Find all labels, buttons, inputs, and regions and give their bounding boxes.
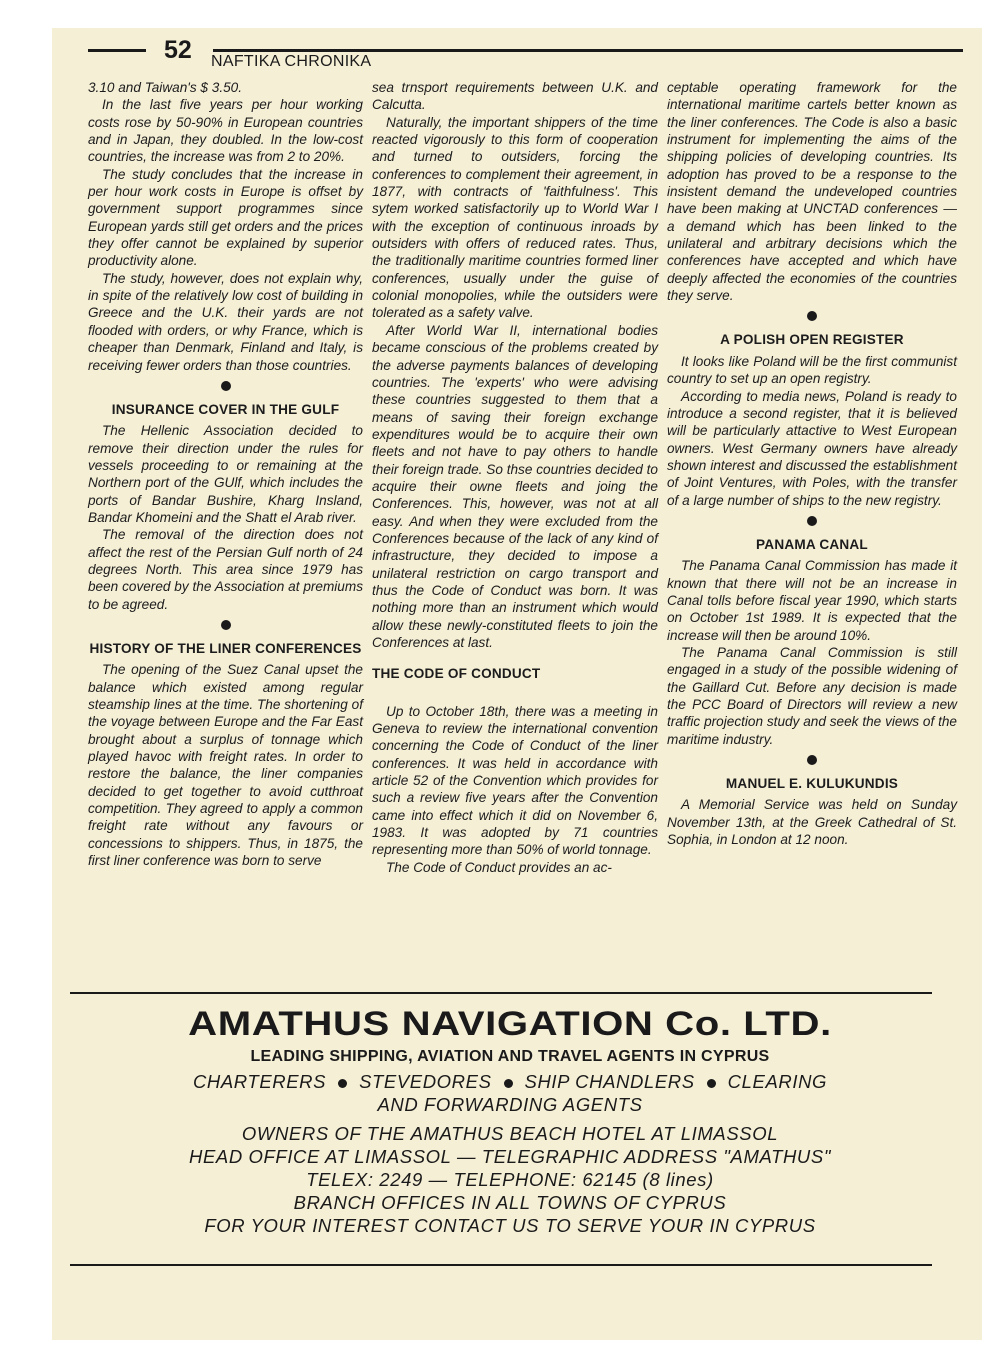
- paragraph: ceptable operating framework for the international maritime cartels better known as the liner conferences. The Code is also a basic instrument for implementing the aims of the shipping policies of developing countries. Its adoption has proved to be a response to the insistent demand the undeveloped countries have been making at UNCTAD conferences — a demand which has been linked to the unilateral and arbitrary decisions which the conferences have accepted and which have deeply affected the economies of the countries they serve.: [667, 80, 957, 304]
- advert-company-name: AMATHUS NAVIGATION Co. LTD.: [188, 1005, 832, 1043]
- section-bullet: [807, 755, 817, 765]
- publication-name: NAFTIKA CHRONIKA: [211, 53, 372, 70]
- paragraph: The study, however, does not explain why, in spite of the relatively low cost of building in Greece and the U.K. their yards are not flooded with orders, or why France, which is cheaper than Denmark, Finland and Italy, is receiving fewer orders than those countries.: [88, 270, 363, 373]
- paragraph: The Panama Canal Commission has made it known that there will not be an increase in Canal tolls before fiscal year 1990, which starts on October 1st 1989. It is expected that the increase will then be around 10%.: [667, 558, 957, 643]
- advert-services: [70, 1070, 950, 1093]
- paragraph: It looks like Poland will be the first communist country to set up an open registry.: [667, 353, 957, 387]
- header-rule-right: [213, 49, 963, 52]
- paragraph: The removal of the direction does not affect the rest of the Persian Gulf north of 24 degrees North. This area since 1979 has been covered by the Association at premiums to be agreed.: [88, 527, 363, 612]
- heading-panama-canal: PANAMA CANAL: [756, 536, 868, 552]
- column-1: [88, 79, 363, 869]
- paragraph: Up to October 18th, there was a meeting in Geneva to review the international convention concerning the Code of Conduct of the liner conferences. It was held in accordance with article 52 of the Convention which provides for such a review five years after the Convention came into effect which it did on November 6, 1983. It was adopted by 71 countries representing more than 50% of world tonnage.: [372, 703, 658, 858]
- service-item: SHIP CHANDLERS: [524, 1071, 695, 1092]
- advert-subtitle: LEADING SHIPPING, AVIATION AND TRAVEL AGENTS IN CYPRUS: [250, 1048, 770, 1065]
- advert-branches: BRANCH OFFICES IN ALL TOWNS OF CYPRUS: [293, 1192, 727, 1213]
- paragraph: The Code of Conduct provides an ac-: [386, 859, 612, 875]
- service-item: CLEARING: [727, 1071, 828, 1092]
- section-bullet: [221, 620, 231, 630]
- advertisement: [70, 1005, 950, 1237]
- paragraph: According to media news, Poland is ready to introduce a second register, that it is believed will be particularly attactive to West European owners. West Germany owners have already shown interest and discussed the establishment of Joint Ventures, with Poles, with the transfer of a large number of ships to the new registry.: [667, 388, 957, 508]
- section-bullet: [807, 311, 817, 321]
- bullet-icon: [707, 1079, 716, 1088]
- paragraph: The study concludes that the increase in per hour work costs in Europe is offset by government support programmes since European yards still get orders and the prices they offer cannot be explained by superior productivity alone.: [88, 166, 363, 269]
- paragraph: The Panama Canal Commission is still engaged in a study of the possible widening of the Gaillard Cut. Before any decision is made the PCC Board of Directors will review a new traffic projection study and seek the views of the maritime industry.: [667, 644, 957, 747]
- paragraph: sea trnsport requirements between U.K. and Calcutta.: [372, 80, 658, 113]
- section-bullet: [807, 516, 817, 526]
- paragraph: 3.10 and Taiwan's $ 3.50.: [88, 80, 243, 95]
- advert-services-line-2: AND FORWARDING AGENTS: [377, 1094, 643, 1115]
- paragraph: A Memorial Service was held on Sunday November 13th, at the Greek Cathedral of St. Sophia, in London at 12 noon.: [667, 797, 957, 848]
- paragraph: Naturally, the important shippers of the time reacted vigorously to this form of cooperation and turned to outsiders, forcing the conferences to complement their agreement, in 1877, with contracts of 'faithfulness'. This sytem worked satisfactorily up to World War I with the exception of continuous inroads by outsiders with offers of reduced rates. Thus, the traditionally maritime countries formed liner conferences, usually under the guise of colonial monopolies, while the outsiders were tolerated as a safety valve.: [372, 114, 658, 321]
- service-item: CHARTERERS: [192, 1071, 327, 1092]
- paragraph: The opening of the Suez Canal upset the balance which existed among regular steamship lines at the time. The shortening of the voyage between Europe and the Far East brought about a surplus of tonnage which played havoc with freight rates. In order to restore the balance, the liner companies decided to get together to avoid cutthroat competition. They agreed to apply a common freight rate without any favours or concessions to shippers. Thus, in 1875, the first liner conference was born to serve: [88, 662, 363, 869]
- paragraph: After World War II, international bodies became conscious of the problems created by the adverse payments balances of developing countries. The 'experts' who were advising these countries suggested to them that a means of saving their foreign exchange expenditures would be to acquire their own fleets and not have to pay others to handle their foreign trade. So thse countries decided to acquire their owne fleets and joing the Conferences. This, however, was not at all easy. And when they were excluded from the Conferences because of the lack of any kind of infrastructure, they decided to impose a unilateral restriction on cargo transport and thus the Code of Conduct was born. It was nothing more than an instrument which would allow these newly-constituted fleets to join the Conferences at last.: [372, 322, 658, 650]
- advert-bottom-rule: [70, 1264, 932, 1266]
- section-bullet: [221, 381, 231, 391]
- header-rule-left: [88, 49, 146, 52]
- advert-contact: FOR YOUR INTEREST CONTACT US TO SERVE YOUR IN CYPRUS: [204, 1215, 816, 1236]
- heading-code-of-conduct: THE CODE OF CONDUCT: [372, 666, 541, 682]
- advert-hotel: OWNERS OF THE AMATHUS BEACH HOTEL AT LIMASSOL: [241, 1123, 779, 1144]
- heading-polish-open-register: A POLISH OPEN REGISTER: [720, 332, 904, 348]
- bullet-icon: [338, 1079, 347, 1088]
- advert-telex: TELEX: 2249 — TELEPHONE: 62145 (8 lines): [306, 1169, 714, 1190]
- paragraph: In the last five years per hour working costs rose by 50-90% in European countries and in Japan, they doubled. In the low-cost countries, the increase was from 2 to 20%.: [88, 97, 363, 165]
- heading-manuel-kulukundis: MANUEL E. KULUKUNDIS: [725, 776, 899, 792]
- column-2: [372, 79, 658, 876]
- page-number: 52: [164, 36, 192, 64]
- heading-history-liner-conferences: HISTORY OF THE LINER CONFERENCES: [89, 640, 362, 656]
- paragraph: The Hellenic Association decided to remove their direction under the rules for vessels proceeding to or remaining at the Northern port of the GUlf, which includes the ports of Bandar Bushire, Kharg Insland, Bandar Khomeini and the Shatt el Arab river.: [88, 423, 363, 525]
- service-item: STEVEDORES: [359, 1071, 492, 1092]
- column-3: [667, 79, 957, 848]
- heading-insurance-cover: INSURANCE COVER IN THE GULF: [111, 401, 340, 417]
- bullet-icon: [504, 1079, 513, 1088]
- advert-top-rule: [70, 992, 932, 994]
- advert-head-office: HEAD OFFICE AT LIMASSOL — TELEGRAPHIC ADDRESS "AMATHUS": [188, 1146, 831, 1167]
